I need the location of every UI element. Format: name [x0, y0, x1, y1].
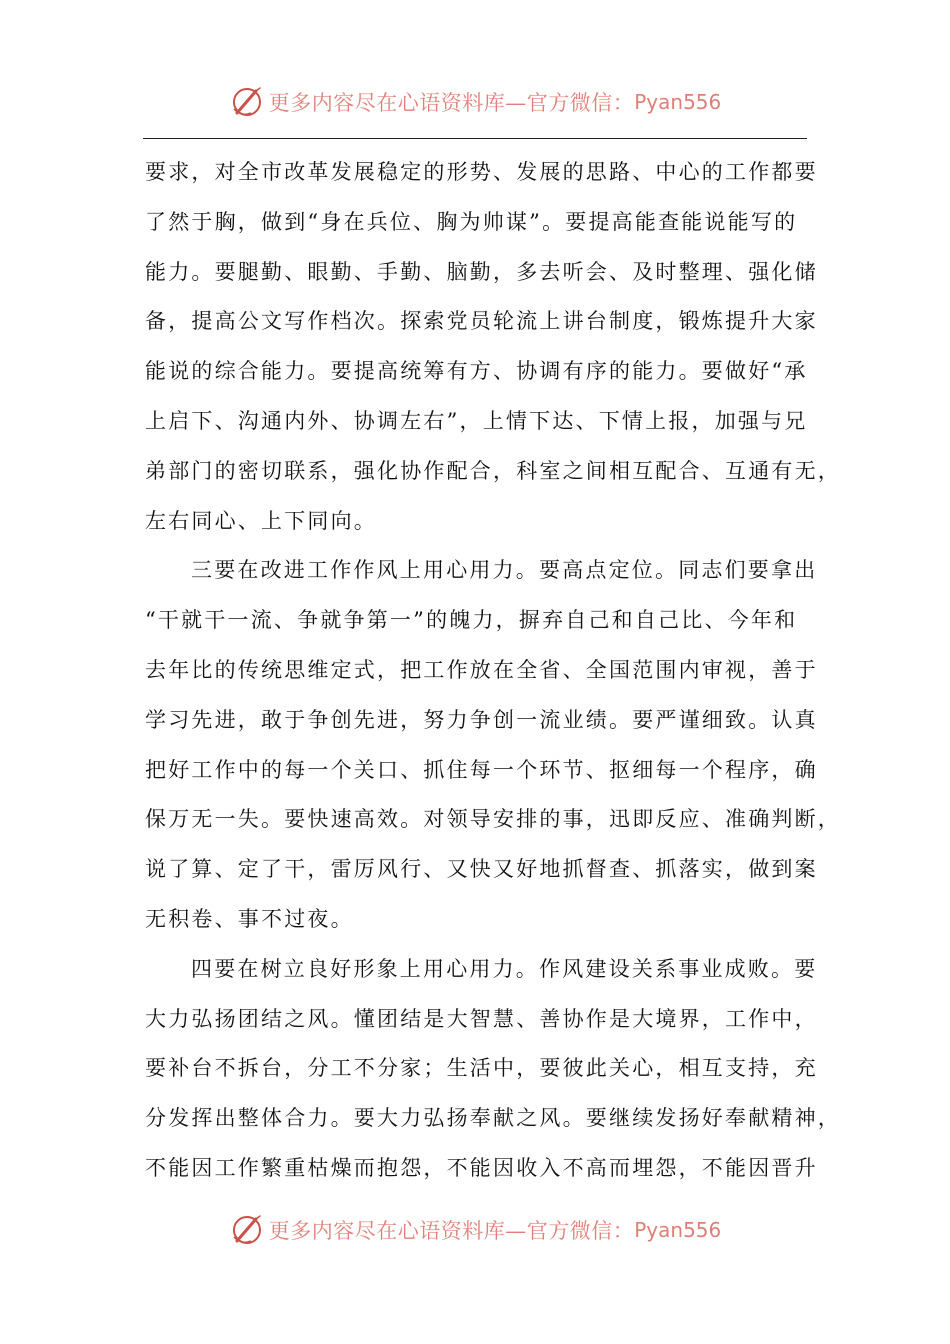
text-line: 三要在改进工作作风上用心用力。要高点定位。同志们要拿出 — [191, 558, 818, 583]
text-line: 说了算、定了干，雷厉风行、又快又好地抓督查、抓落实，做到案 — [145, 857, 818, 882]
text-line: 能说的综合能力。要提高统筹有方、协调有序的能力。要做好“承 — [145, 359, 808, 384]
paragraph — [145, 546, 841, 944]
watermark-id: Pyan556 — [634, 90, 722, 114]
header-watermark — [0, 82, 950, 122]
document-body — [145, 148, 841, 1194]
paragraph — [145, 148, 841, 546]
text-line: 能力。要腿勤、眼勤、手勤、脑勤，多去听会、及时整理、强化储 — [145, 259, 818, 284]
header-divider — [143, 138, 807, 139]
text-line: 上启下、沟通内外、协调左右”，上情下达、下情上报，加强与兄 — [145, 408, 808, 433]
pen-circle-logo-icon — [229, 84, 265, 120]
text-line: 去年比的传统思维定式，把工作放在全省、全国范围内审视，善于 — [145, 657, 818, 682]
text-line: 了然于胸，做到“身在兵位、胸为帅谋”。要提高能查能说能写的 — [145, 209, 798, 234]
watermark-text: 更多内容尽在心语资料库—官方微信： — [268, 91, 635, 115]
text-line: 弟部门的密切联系，强化协作配合，科室之间相互配合、互通有无， — [145, 458, 841, 483]
text-line: 要求，对全市改革发展稳定的形势、发展的思路、中心的工作都要 — [145, 160, 818, 184]
footer-watermark — [0, 1210, 950, 1250]
text-line: 大力弘扬团结之风。懂团结是大智慧、善协作是大境界，工作中， — [145, 1006, 818, 1031]
paragraph — [145, 945, 841, 1194]
text-line: 要补台不拆台，分工不分家；生活中，要彼此关心，相互支持，充 — [145, 1056, 818, 1081]
text-line: 四要在树立良好形象上用心用力。作风建设关系事业成败。要 — [191, 956, 818, 981]
text-line: 备，提高公文写作档次。探索党员轮流上讲台制度，锻炼提升大家 — [145, 309, 818, 334]
text-line: 无积卷、事不过夜。 — [145, 906, 354, 931]
text-line: “干就干一流、争就争第一”的魄力，摒弃自己和自己比、今年和 — [145, 608, 798, 633]
pen-circle-logo-icon — [229, 1212, 265, 1248]
watermark-id: Pyan556 — [634, 1218, 722, 1242]
text-line: 把好工作中的每一个关口、抓住每一个环节、抠细每一个程序，确 — [145, 757, 818, 782]
text-line: 不能因工作繁重枯燥而抱怨，不能因收入不高而埋怨，不能因晋升 — [145, 1155, 818, 1180]
text-line: 学习先进，敢于争创先进，努力争创一流业绩。要严谨细致。认真 — [145, 707, 818, 732]
watermark-text: 更多内容尽在心语资料库—官方微信： — [268, 1219, 635, 1243]
text-line: 分发挥出整体合力。要大力弘扬奉献之风。要继续发扬好奉献精神， — [145, 1106, 841, 1131]
text-line: 保万无一失。要快速高效。对领导安排的事，迅即反应、准确判断， — [145, 807, 841, 832]
text-line: 左右同心、上下同向。 — [145, 508, 377, 533]
